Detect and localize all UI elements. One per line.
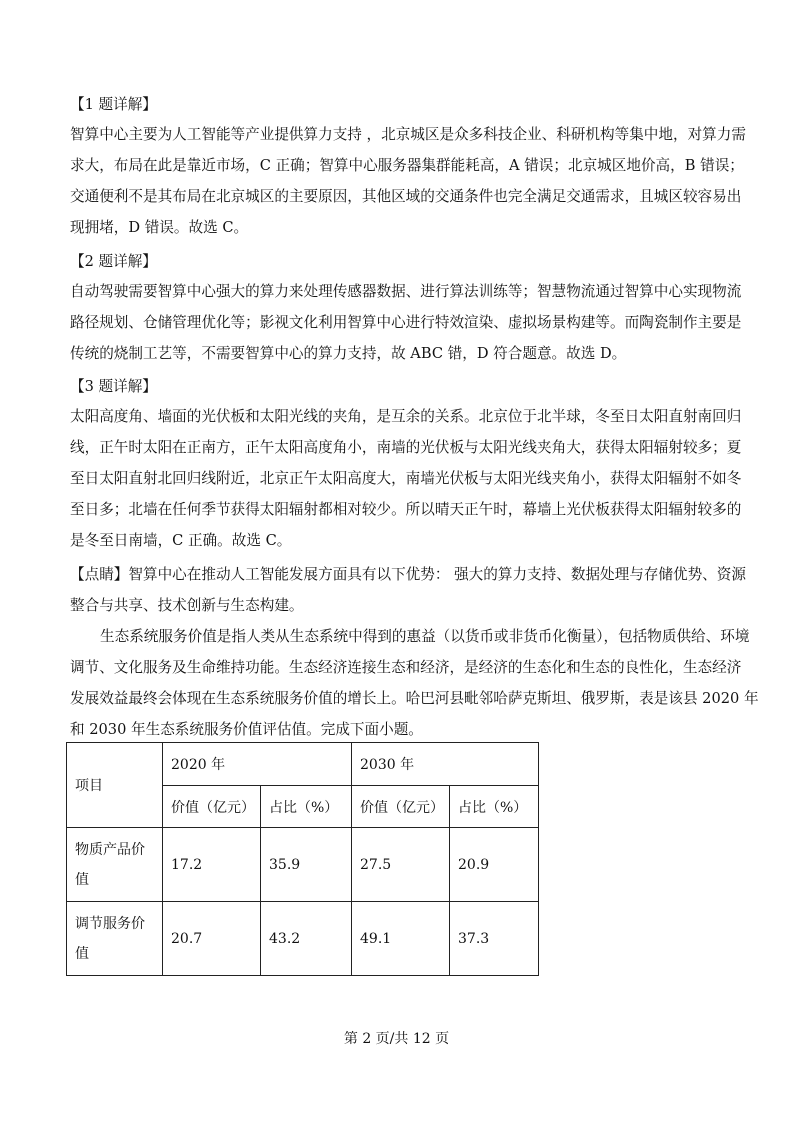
q2-line: 自动驾驶需要智算中心强大的算力来处理传感器数据、进行算法训练等；智慧物流通过智算中心实现物流 [70, 283, 742, 300]
q1-line: 智算中心主要为人工智能等产业提供算力支持 ，北京城区是众多科技企业、科研机构等集中地，对算力需 [70, 126, 746, 143]
q2-line: 传统的烧制工艺等，不需要智算中心的算力支持，故 ABC 错，D 符合题意。故选 D。 [70, 345, 627, 362]
share-2030-cell: 37.3 [450, 902, 539, 976]
row-label-line: 值 [75, 871, 89, 888]
share-header-2030: 占比（%） [450, 786, 539, 828]
q2-line: 路径规划、仓储管理优化等；影视文化利用智算中心进行特效渲染、虚拟场景构建等。而陶瓷制作主要是 [70, 314, 742, 331]
value-2020-cell: 17.2 [163, 828, 261, 902]
ecosystem-value-table [66, 742, 539, 976]
q3-heading: 【3 题详解】 [70, 378, 157, 395]
q1-line: 求大，布局在此是靠近市场，C 正确；智算中心服务器集群能耗高，A 错误；北京城区地价高，B 错误； [70, 157, 744, 174]
passage-line: 发展效益最终会体现在生态系统服务价值的增长上。哈巴河县毗邻哈萨克斯坦、俄罗斯，表是该县 2020 年 [70, 690, 759, 707]
row-label-line: 调节服务价 [75, 915, 145, 932]
row-label [67, 828, 163, 902]
value-2030-cell: 49.1 [352, 902, 450, 976]
tip-line: 整合与共享、技术创新与生态构建。 [70, 597, 304, 614]
value-2030-cell: 27.5 [352, 828, 450, 902]
q1-heading: 【1 题详解】 [70, 96, 157, 113]
q2-heading: 【2 题详解】 [70, 253, 157, 270]
q3-line: 至日太阳直射北回归线附近，北京正午太阳高度大，南墙光伏板与太阳光线夹角小，获得太阳辐射不如冬 [70, 470, 742, 487]
q3-line: 线，正午时太阳在正南方，正午太阳高度角小，南墙的光伏板与太阳光线夹角大，获得太阳辐射较多；夏 [70, 439, 742, 456]
q3-line: 太阳高度角、墙面的光伏板和太阳光线的夹角，是互余的关系。北京位于北半球，冬至日太阳直射南回归 [70, 408, 742, 425]
item-header: 项目 [67, 743, 163, 828]
value-2020-cell: 20.7 [163, 902, 261, 976]
q3-line: 至日多；北墙在任何季节获得太阳辐射都相对较少。所以晴天正午时，幕墙上光伏板获得太阳辐射较多的 [70, 501, 742, 518]
passage-line: 调节、文化服务及生命维持功能。生态经济连接生态和经济，是经济的生态化和生态的良性化，生态经济 [70, 659, 742, 676]
passage-line: 生态系统服务价值是指人类从生态系统中得到的惠益（以货币或非货币化衡量），包括物质供给、环境 [100, 628, 750, 645]
share-2020-cell: 43.2 [261, 902, 352, 976]
share-header-2020: 占比（%） [261, 786, 352, 828]
passage-line: 和 2030 年生态系统服务价值评估值。完成下面小题。 [70, 721, 423, 738]
year-2020-header: 2020 年 [163, 743, 352, 786]
q1-line: 现拥堵，D 错误。故选 C。 [70, 219, 249, 236]
table-row [67, 828, 539, 902]
q1-line: 交通便利不是其布局在北京城区的主要原因，其他区域的交通条件也完全满足交通需求，且城区较容易出 [70, 188, 742, 205]
row-label [67, 902, 163, 976]
value-header-2030: 价值（亿元） [352, 786, 450, 828]
value-header-2020: 价值（亿元） [163, 786, 261, 828]
row-label-line: 物质产品价 [75, 841, 145, 858]
q3-line: 是冬至日南墙，C 正确。故选 C。 [70, 532, 292, 549]
table-row [67, 902, 539, 976]
year-2030-header: 2030 年 [352, 743, 539, 786]
page-number: 第 2 页/共 12 页 [343, 1031, 450, 1047]
share-2030-cell: 20.9 [450, 828, 539, 902]
row-label-line: 值 [75, 945, 89, 962]
tip-line: 【点睛】智算中心在推动人工智能发展方面具有以下优势： 强大的算力支持、数据处理与存储优势、资源 [70, 566, 746, 583]
share-2020-cell: 35.9 [261, 828, 352, 902]
